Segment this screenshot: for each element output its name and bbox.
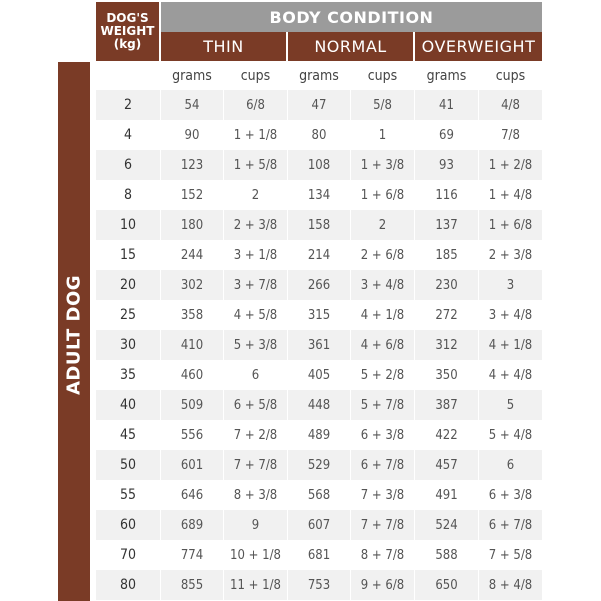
thin-cups-cell: 9 xyxy=(224,510,288,540)
normal-cups-cell: 6 + 7/8 xyxy=(351,450,415,480)
table-row xyxy=(96,390,542,420)
overweight-cups-cell: 6 + 7/8 xyxy=(479,510,542,540)
normal-grams-cell: 489 xyxy=(288,420,351,450)
thin-grams-cell: 855 xyxy=(161,570,224,600)
overweight-cups-cell: 1 + 2/8 xyxy=(479,150,542,180)
thin-grams-cell: 152 xyxy=(161,180,224,210)
normal-grams-cell: 753 xyxy=(288,570,351,600)
thin-grams-cell: 123 xyxy=(161,150,224,180)
overweight-cups-cell: 5 xyxy=(479,390,542,420)
thin-cups-cell: 10 + 1/8 xyxy=(224,540,288,570)
thin-grams-cell: 358 xyxy=(161,300,224,330)
table-row xyxy=(96,210,542,240)
table-subheader-row xyxy=(96,62,542,90)
normal-cups-cell: 6 + 3/8 xyxy=(351,420,415,450)
weight-cell: 40 xyxy=(96,390,161,420)
table-row xyxy=(96,90,542,120)
thin-cups-cell: 6 xyxy=(224,360,288,390)
normal-grams-cell: 47 xyxy=(288,90,351,120)
weight-cell: 35 xyxy=(96,360,161,390)
normal-grams-cell: 681 xyxy=(288,540,351,570)
adult-dog-label: ADULT DOG xyxy=(63,274,85,396)
thin-grams-cell: 689 xyxy=(161,510,224,540)
overweight-cups-cell: 4 + 1/8 xyxy=(479,330,542,360)
normal-grams-cell: 529 xyxy=(288,450,351,480)
normal-cups-cell: 7 + 3/8 xyxy=(351,480,415,510)
thin-cups-cell: 1 + 5/8 xyxy=(224,150,288,180)
body-condition-header: BODY CONDITION xyxy=(161,2,542,32)
overweight-grams-cell: 272 xyxy=(415,300,479,330)
normal-grams-cell: 108 xyxy=(288,150,351,180)
subheader-normal-cups: cups xyxy=(351,62,415,90)
normal-cups-cell: 3 + 4/8 xyxy=(351,270,415,300)
overweight-cups-cell: 1 + 6/8 xyxy=(479,210,542,240)
overweight-cups-cell: 3 + 4/8 xyxy=(479,300,542,330)
weight-cell: 10 xyxy=(96,210,161,240)
subheader-weight-blank xyxy=(96,62,161,90)
overweight-grams-cell: 387 xyxy=(415,390,479,420)
overweight-grams-cell: 137 xyxy=(415,210,479,240)
overweight-cups-cell: 2 + 3/8 xyxy=(479,240,542,270)
table-row xyxy=(96,330,542,360)
thin-cups-cell: 1 + 1/8 xyxy=(224,120,288,150)
overweight-grams-cell: 41 xyxy=(415,90,479,120)
subheader-thin-cups: cups xyxy=(224,62,288,90)
thin-grams-cell: 774 xyxy=(161,540,224,570)
thin-grams-cell: 646 xyxy=(161,480,224,510)
thin-cups-cell: 3 + 7/8 xyxy=(224,270,288,300)
weight-cell: 55 xyxy=(96,480,161,510)
normal-cups-cell: 5/8 xyxy=(351,90,415,120)
normal-grams-cell: 361 xyxy=(288,330,351,360)
normal-grams-cell: 448 xyxy=(288,390,351,420)
thin-grams-cell: 410 xyxy=(161,330,224,360)
normal-grams-cell: 134 xyxy=(288,180,351,210)
subheader-over-cups: cups xyxy=(479,62,542,90)
table-row xyxy=(96,420,542,450)
thin-grams-cell: 601 xyxy=(161,450,224,480)
overweight-grams-cell: 588 xyxy=(415,540,479,570)
overweight-cups-cell: 4 + 4/8 xyxy=(479,360,542,390)
weight-header-line3: (kg) xyxy=(113,37,142,51)
feeding-table xyxy=(96,62,542,600)
overweight-grams-cell: 185 xyxy=(415,240,479,270)
table-row xyxy=(96,510,542,540)
overweight-cups-cell: 5 + 4/8 xyxy=(479,420,542,450)
thin-grams-cell: 460 xyxy=(161,360,224,390)
weight-header-line1: DOG'S xyxy=(106,11,149,25)
normal-grams-cell: 158 xyxy=(288,210,351,240)
thin-cups-cell: 7 + 2/8 xyxy=(224,420,288,450)
thin-cups-cell: 2 + 3/8 xyxy=(224,210,288,240)
thin-cups-cell: 4 + 5/8 xyxy=(224,300,288,330)
table-body xyxy=(96,90,542,600)
table-row xyxy=(96,300,542,330)
weight-cell: 8 xyxy=(96,180,161,210)
weight-cell: 4 xyxy=(96,120,161,150)
overweight-header: OVERWEIGHT xyxy=(415,32,542,61)
overweight-grams-cell: 230 xyxy=(415,270,479,300)
table-row xyxy=(96,120,542,150)
thin-grams-cell: 180 xyxy=(161,210,224,240)
overweight-cups-cell: 7 + 5/8 xyxy=(479,540,542,570)
normal-cups-cell: 9 + 6/8 xyxy=(351,570,415,600)
thin-cups-cell: 6/8 xyxy=(224,90,288,120)
overweight-cups-cell: 6 xyxy=(479,450,542,480)
normal-grams-cell: 568 xyxy=(288,480,351,510)
thin-cups-cell: 11 + 1/8 xyxy=(224,570,288,600)
normal-grams-cell: 266 xyxy=(288,270,351,300)
weight-cell: 25 xyxy=(96,300,161,330)
normal-cups-cell: 5 + 7/8 xyxy=(351,390,415,420)
overweight-grams-cell: 650 xyxy=(415,570,479,600)
weight-cell: 30 xyxy=(96,330,161,360)
weight-cell: 20 xyxy=(96,270,161,300)
subheader-over-grams: grams xyxy=(415,62,479,90)
overweight-cups-cell: 4/8 xyxy=(479,90,542,120)
thin-cups-cell: 8 + 3/8 xyxy=(224,480,288,510)
overweight-grams-cell: 69 xyxy=(415,120,479,150)
thin-grams-cell: 509 xyxy=(161,390,224,420)
overweight-grams-cell: 312 xyxy=(415,330,479,360)
normal-cups-cell: 4 + 1/8 xyxy=(351,300,415,330)
weight-cell: 70 xyxy=(96,540,161,570)
thin-grams-cell: 302 xyxy=(161,270,224,300)
table-row xyxy=(96,360,542,390)
weight-cell: 15 xyxy=(96,240,161,270)
thin-grams-cell: 244 xyxy=(161,240,224,270)
table-row xyxy=(96,150,542,180)
dogs-weight-header xyxy=(96,2,159,61)
thin-grams-cell: 54 xyxy=(161,90,224,120)
table-row xyxy=(96,180,542,210)
thin-cups-cell: 7 + 7/8 xyxy=(224,450,288,480)
normal-cups-cell: 5 + 2/8 xyxy=(351,360,415,390)
weight-header-line2: WEIGHT xyxy=(100,24,155,38)
thin-cups-cell: 5 + 3/8 xyxy=(224,330,288,360)
thin-cups-cell: 3 + 1/8 xyxy=(224,240,288,270)
normal-cups-cell: 2 + 6/8 xyxy=(351,240,415,270)
overweight-grams-cell: 422 xyxy=(415,420,479,450)
table-row xyxy=(96,240,542,270)
overweight-grams-cell: 93 xyxy=(415,150,479,180)
normal-cups-cell: 1 + 6/8 xyxy=(351,180,415,210)
table-row xyxy=(96,450,542,480)
overweight-cups-cell: 3 xyxy=(479,270,542,300)
weight-cell: 2 xyxy=(96,90,161,120)
normal-cups-cell: 2 xyxy=(351,210,415,240)
thin-cups-cell: 6 + 5/8 xyxy=(224,390,288,420)
overweight-grams-cell: 116 xyxy=(415,180,479,210)
weight-cell: 60 xyxy=(96,510,161,540)
subheader-normal-grams: grams xyxy=(288,62,351,90)
normal-cups-cell: 4 + 6/8 xyxy=(351,330,415,360)
thin-grams-cell: 556 xyxy=(161,420,224,450)
overweight-cups-cell: 6 + 3/8 xyxy=(479,480,542,510)
weight-cell: 45 xyxy=(96,420,161,450)
overweight-grams-cell: 491 xyxy=(415,480,479,510)
thin-cups-cell: 2 xyxy=(224,180,288,210)
normal-cups-cell: 1 + 3/8 xyxy=(351,150,415,180)
table-row xyxy=(96,540,542,570)
table-row xyxy=(96,480,542,510)
thin-header: THIN xyxy=(161,32,286,61)
table-row xyxy=(96,570,542,600)
normal-grams-cell: 607 xyxy=(288,510,351,540)
normal-grams-cell: 214 xyxy=(288,240,351,270)
table-row xyxy=(96,270,542,300)
normal-grams-cell: 315 xyxy=(288,300,351,330)
overweight-cups-cell: 7/8 xyxy=(479,120,542,150)
normal-header: NORMAL xyxy=(288,32,413,61)
thin-grams-cell: 90 xyxy=(161,120,224,150)
overweight-cups-cell: 8 + 4/8 xyxy=(479,570,542,600)
normal-cups-cell: 7 + 7/8 xyxy=(351,510,415,540)
subheader-thin-grams: grams xyxy=(161,62,224,90)
overweight-grams-cell: 524 xyxy=(415,510,479,540)
overweight-grams-cell: 457 xyxy=(415,450,479,480)
normal-cups-cell: 8 + 7/8 xyxy=(351,540,415,570)
weight-cell: 50 xyxy=(96,450,161,480)
normal-grams-cell: 405 xyxy=(288,360,351,390)
normal-cups-cell: 1 xyxy=(351,120,415,150)
overweight-cups-cell: 1 + 4/8 xyxy=(479,180,542,210)
weight-cell: 6 xyxy=(96,150,161,180)
normal-grams-cell: 80 xyxy=(288,120,351,150)
weight-cell: 80 xyxy=(96,570,161,600)
overweight-grams-cell: 350 xyxy=(415,360,479,390)
